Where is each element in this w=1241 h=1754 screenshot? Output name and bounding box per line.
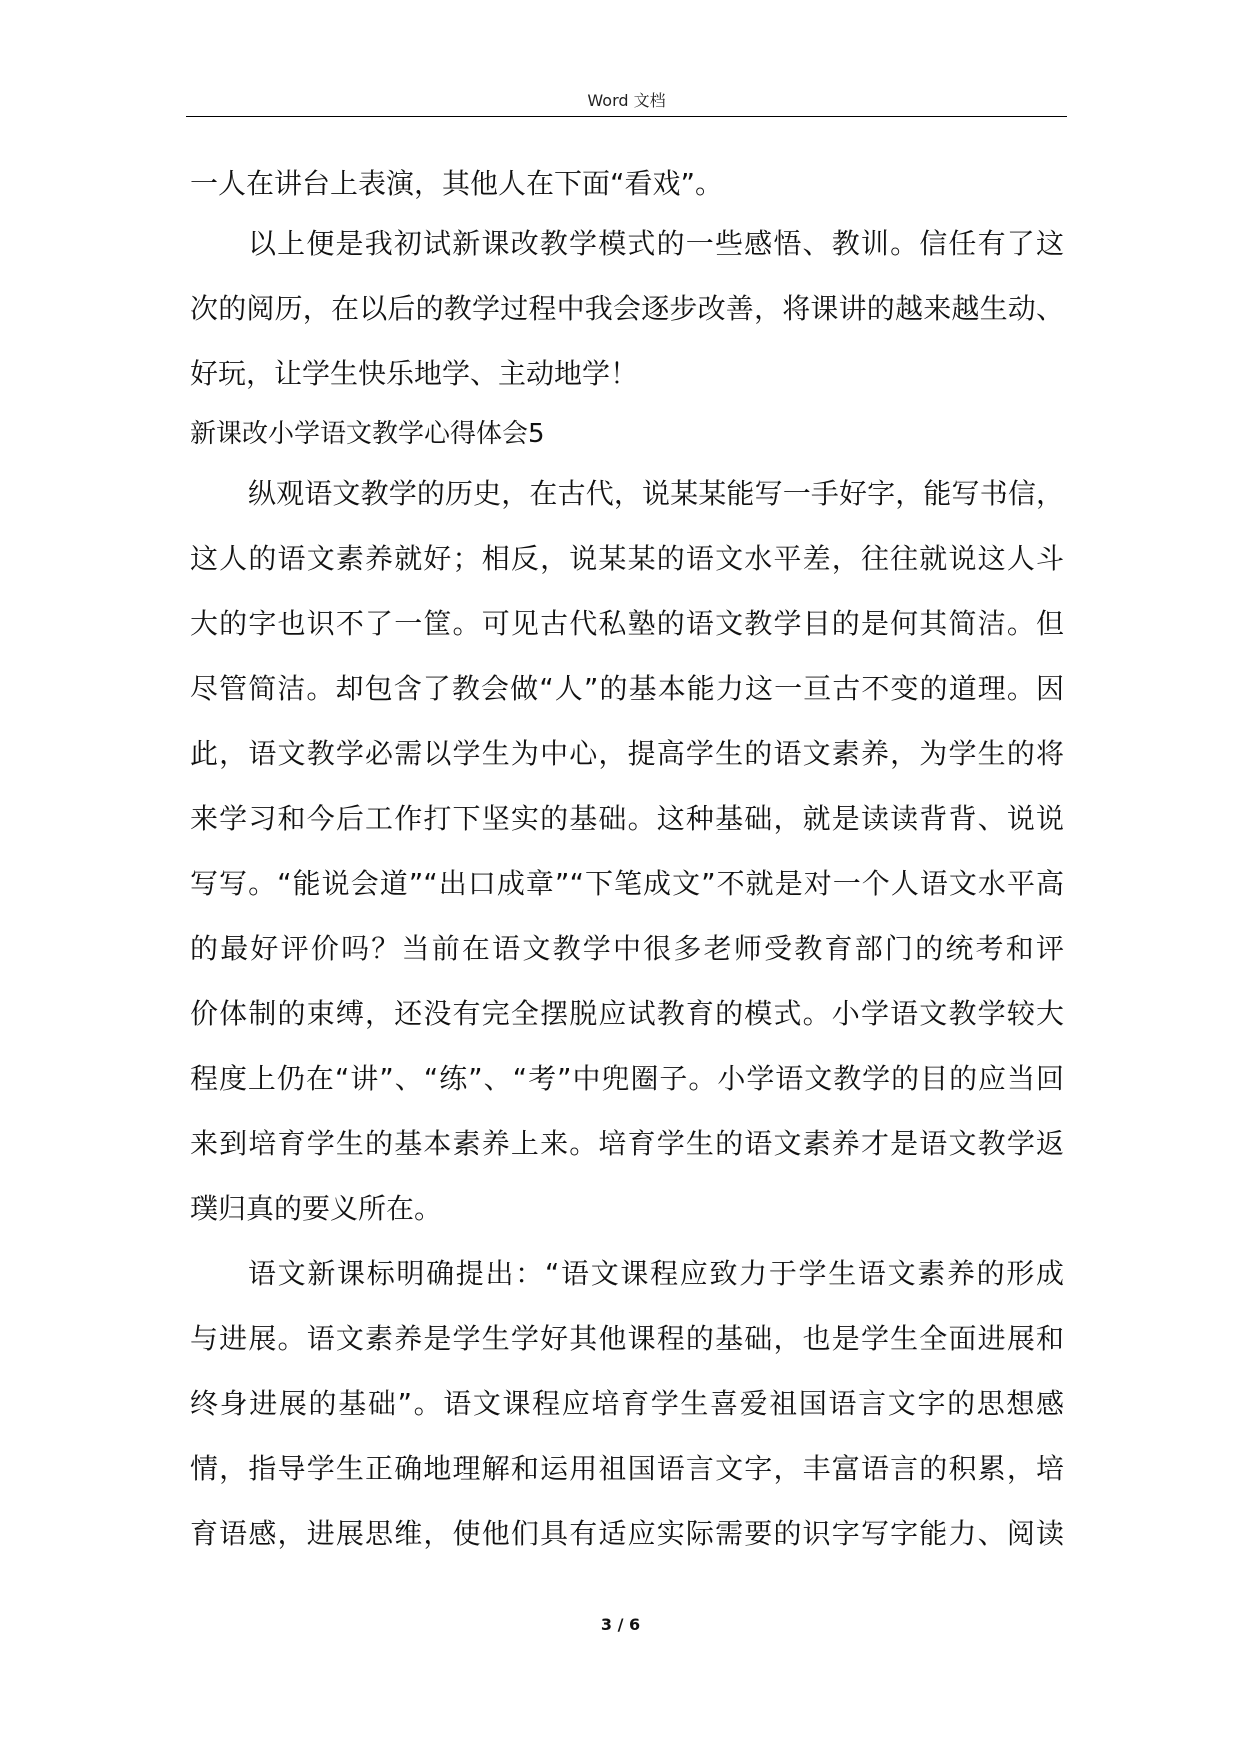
header-divider bbox=[186, 116, 1067, 117]
paragraph-start-line: 纵观语文教学的历史，在古代，说某某能写一手好字，能写书信， bbox=[248, 477, 1064, 510]
text-line: 程度上仍在“讲”、“练”、“考”中兜圈子。小学语文教学的目的应当回 bbox=[190, 1062, 1064, 1095]
text-line: 次的阅历，在以后的教学过程中我会逐步改善，将课讲的越来越生动、 bbox=[190, 292, 1064, 325]
paragraph-start-line: 以上便是我初试新课改教学模式的一些感悟、教训。信任有了这 bbox=[248, 227, 1064, 260]
document-body bbox=[190, 163, 1064, 1578]
text-line: 好玩，让学生快乐地学、主动地学！ bbox=[190, 357, 639, 390]
page-header: Word 文档 bbox=[587, 91, 666, 110]
text-line: 来到培育学生的基本素养上来。培育学生的语文素养才是语文教学返 bbox=[190, 1127, 1064, 1160]
text-line: 一人在讲台上表演，其他人在下面“看戏”。 bbox=[190, 167, 724, 200]
text-line: 写写。“能说会道”“出口成章”“下笔成文”不就是对一个人语文水平高 bbox=[190, 867, 1064, 900]
text-line: 这人的语文素养就好；相反，说某某的语文水平差，往往就说这人斗 bbox=[190, 542, 1064, 575]
text-line: 价体制的束缚，还没有完全摆脱应试教育的模式。小学语文教学较大 bbox=[190, 997, 1064, 1030]
text-line: 终身进展的基础”。语文课程应培育学生喜爱祖国语言文字的思想感 bbox=[190, 1387, 1064, 1420]
text-line: 情，指导学生正确地理解和运用祖国语言文字，丰富语言的积累，培 bbox=[190, 1452, 1064, 1485]
paragraph-start-line: 语文新课标明确提出：“语文课程应致力于学生语文素养的形成 bbox=[248, 1257, 1064, 1290]
text-line: 此，语文教学必需以学生为中心，提高学生的语文素养，为学生的将 bbox=[190, 737, 1064, 770]
text-line: 大的字也识不了一筐。可见古代私塾的语文教学目的是何其简洁。但 bbox=[190, 607, 1064, 640]
text-line: 璞归真的要义所在。 bbox=[190, 1192, 443, 1225]
text-line: 育语感，进展思维，使他们具有适应实际需要的识字写字能力、阅读 bbox=[190, 1517, 1064, 1550]
text-line: 尽管简洁。却包含了教会做“人”的基本能力这一亘古不变的道理。因 bbox=[190, 672, 1064, 705]
text-line: 来学习和今后工作打下坚实的基础。这种基础，就是读读背背、说说 bbox=[190, 802, 1064, 835]
text-line: 的最好评价吗？当前在语文教学中很多老师受教育部门的统考和评 bbox=[190, 932, 1064, 965]
section-heading: 新课改小学语文教学心得体会5 bbox=[190, 419, 545, 449]
text-line: 与进展。语文素养是学生学好其他课程的基础，也是学生全面进展和 bbox=[190, 1322, 1064, 1355]
page-number: 3 / 6 bbox=[600, 1615, 641, 1634]
